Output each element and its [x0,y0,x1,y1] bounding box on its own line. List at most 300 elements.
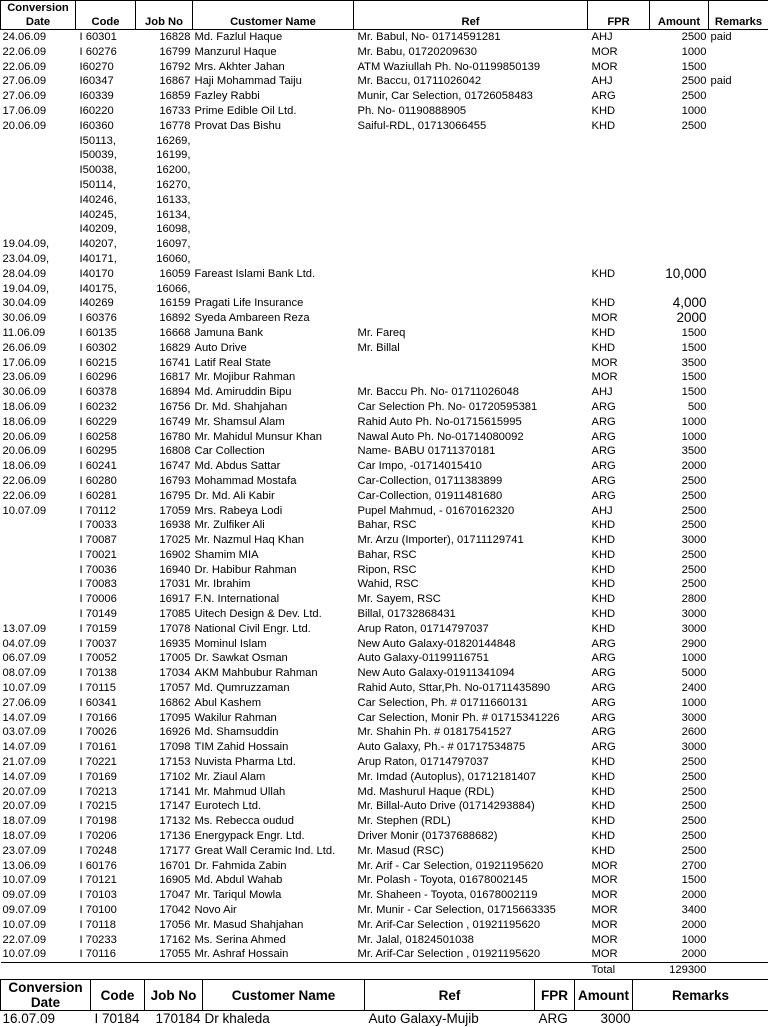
cell-customer-name: Dr. Fahmida Zabin [193,859,354,874]
cell-job-no: 16741 [136,356,193,371]
cell-fpr: ARG [588,711,650,726]
cell-ref [354,208,588,223]
cell-ref: Car Selection, Monir Ph. # 01715341226 [354,711,588,726]
cell-job-no: 17031 [136,577,193,592]
cell-date [1,193,76,208]
cell-amount: 1500 [650,341,709,356]
cell-ref: Auto Galaxy, Ph.- # 01717534875 [354,740,588,755]
cell-remarks [709,740,768,755]
table-row [1,933,768,948]
cell-job-no: 17102 [136,770,193,785]
cell-code: I 70198 [76,814,136,829]
cell-remarks [709,326,768,341]
cell-date [1,222,76,237]
cell-fpr: ARG [588,725,650,740]
table-row [1,45,768,60]
cell-amount [650,163,709,178]
table-row [1,178,768,193]
cell-job-no: 16892 [136,311,193,326]
cell-fpr: AHJ [588,385,650,400]
cell-ref: Billal, 01732868431 [354,607,588,622]
cell-date: 22.06.09 [1,489,76,504]
cell-amount [650,208,709,223]
cell-remarks [709,400,768,415]
header2-customer-name: Customer Name [203,980,365,1011]
cell-fpr: MOR [588,60,650,75]
cell-ref: Mr. Munir - Car Selection, 01715663335 [354,903,588,918]
cell-code: I50113, [76,134,136,149]
cell-customer-name: Abul Kashem [193,696,354,711]
cell-code: I 70233 [76,933,136,948]
cell-fpr: KHD [588,533,650,548]
cell-code: I60220 [76,104,136,119]
cell-code: I60339 [76,89,136,104]
cell-ref: Mr. Arif - Car Selection, 01921195620 [354,859,588,874]
cell-customer-name: Mr. Tariqul Mowla [193,888,354,903]
cell-job-no: 16059 [136,267,193,282]
cell-remarks [709,415,768,430]
cell-job-no: 17147 [136,799,193,814]
cell-customer-name: Fareast Islami Bank Ltd. [193,267,354,282]
cell-remarks [709,681,768,696]
cell-code: I 70213 [76,785,136,800]
table-row [1,341,768,356]
cell-code: I 70138 [76,666,136,681]
cell-customer-name [193,282,354,297]
cell-customer-name: Mr. Masud Shahjahan [193,918,354,933]
cell-remarks [709,282,768,297]
cell-fpr: ARG [588,681,650,696]
cell-code: I 70159 [76,622,136,637]
cell-remarks [709,814,768,829]
table-row [1,444,768,459]
cell-fpr: ARG [588,474,650,489]
cell-customer-name [193,134,354,149]
table-row [1,252,768,267]
cell-customer-name: Mohammad Mostafa [193,474,354,489]
cell-date: 13.06.09 [1,859,76,874]
cell-job-no: 17055 [136,947,193,962]
table-row [1,237,768,252]
cell-job-no: 17132 [136,814,193,829]
cell-fpr: KHD [588,267,650,282]
cell-remarks [709,799,768,814]
cell-fpr: KHD [588,548,650,563]
cell-fpr [588,252,650,267]
cell-customer-name: Car Collection [193,444,354,459]
cell-remarks [709,89,768,104]
cell-ref: Mr. Shaheen - Toyota, 01678002119 [354,888,588,903]
table-row [1,563,768,578]
cell-ref [354,237,588,252]
cell-ref: Arup Raton, 01714797037 [354,755,588,770]
table-row [1,148,768,163]
cell-amount: 3500 [650,444,709,459]
cell-fpr: ARG [588,696,650,711]
cell-ref: Mr. Fareq [354,326,588,341]
cell-date: 08.07.09 [1,666,76,681]
table-row [1,548,768,563]
cell-job-no: 16066, [136,282,193,297]
cell-date: 17.06.09 [1,356,76,371]
cell-job-no: 16778 [136,119,193,134]
cell-customer-name: Eurotech Ltd. [193,799,354,814]
cell-remarks [709,237,768,252]
cell-code: I 70149 [76,607,136,622]
cell-fpr: KHD [588,341,650,356]
cell-job-no: 16940 [136,563,193,578]
cell-code: I 70184 [91,1011,145,1027]
cell-date: 03.07.09 [1,725,76,740]
table-row [1,504,768,519]
cell-code: I 60376 [76,311,136,326]
cell-job-no: 17141 [136,785,193,800]
cell-remarks [709,252,768,267]
cell-customer-name: Mr. Ibrahim [193,577,354,592]
header-code: Code [76,1,136,30]
table-row [1,370,768,385]
cell-job-no: 16133, [136,193,193,208]
cell-ref [354,356,588,371]
cell-fpr: ARG [588,444,650,459]
cell-fpr: KHD [588,607,650,622]
cell-ref: Bahar, RSC [354,518,588,533]
cell-date [1,148,76,163]
cell-ref: Mr. Arzu (Importer), 01711129741 [354,533,588,548]
cell-code: I 70052 [76,651,136,666]
cell-amount: 5000 [650,666,709,681]
cell-code: I 70118 [76,918,136,933]
cell-customer-name [193,222,354,237]
cell-date: 10.07.09 [1,918,76,933]
cell-amount: 2500 [650,548,709,563]
total-label: Total [588,963,650,978]
cell-remarks [709,444,768,459]
cell-customer-name: Wakilur Rahman [193,711,354,726]
cell-fpr: MOR [588,859,650,874]
cell-date [1,178,76,193]
cell-amount: 1000 [650,430,709,445]
cell-job-no: 17177 [136,844,193,859]
table-row [1,799,768,814]
table-row [1,474,768,489]
cell-date: 18.07.09 [1,829,76,844]
header-row-2 [1,980,768,1011]
cell-fpr: AHJ [588,504,650,519]
cell-fpr: KHD [588,785,650,800]
cell-code: I50038, [76,163,136,178]
cell-ref: Car-Collection, 01711383899 [354,474,588,489]
cell-remarks [709,933,768,948]
header2-amount: Amount [575,980,633,1011]
cell-fpr: MOR [588,45,650,60]
cell-fpr: MOR [588,947,650,962]
cell-code: I40246, [76,193,136,208]
cell-fpr: MOR [588,903,650,918]
cell-amount: 1500 [650,326,709,341]
cell-date: 17.06.09 [1,104,76,119]
cell-code: I 60281 [76,489,136,504]
cell-amount: 3000 [575,1011,633,1027]
table-row [1,637,768,652]
cell-fpr: ARG [588,89,650,104]
cell-amount: 2500 [650,785,709,800]
cell-amount: 2900 [650,637,709,652]
cell-amount [650,252,709,267]
cell-ref: Car-Collection, 01911481680 [354,489,588,504]
records-body-2 [1,1011,768,1027]
cell-ref: Mr. Arif-Car Selection , 01921195620 [354,947,588,962]
cell-code: I 70121 [76,873,136,888]
cell-remarks [709,134,768,149]
cell-ref: Mr. Arif-Car Selection , 01921195620 [354,918,588,933]
cell-date [1,518,76,533]
cell-date: 09.07.09 [1,888,76,903]
cell-date: 22.06.09 [1,45,76,60]
cell-ref: Car Impo, -01714015410 [354,459,588,474]
cell-job-no: 16817 [136,370,193,385]
table-row [1,134,768,149]
header-remarks: Remarks [709,1,768,30]
table-row [1,282,768,297]
cell-job-no: 16097, [136,237,193,252]
cell-customer-name: Syeda Ambareen Reza [193,311,354,326]
table-row [1,489,768,504]
cell-customer-name: Md. Fazlul Haque [193,30,354,45]
cell-code: I 70036 [76,563,136,578]
cell-job-no: 17153 [136,755,193,770]
cell-customer-name: F.N. International [193,592,354,607]
table-row [1,785,768,800]
cell-ref: Car Selection Ph. No- 01720595381 [354,400,588,415]
table-row [1,755,768,770]
cell-fpr: KHD [588,326,650,341]
cell-code: I 60301 [76,30,136,45]
records-table-2 [0,979,768,1027]
cell-amount: 1000 [650,415,709,430]
table-row [1,770,768,785]
cell-remarks [709,607,768,622]
cell-fpr: ARG [588,489,650,504]
cell-amount: 1000 [650,651,709,666]
cell-remarks [709,859,768,874]
cell-remarks [709,518,768,533]
cell-code: I 60241 [76,459,136,474]
table-row [1,430,768,445]
cell-date: 20.06.09 [1,430,76,445]
header2-job-no: Job No [145,980,203,1011]
cell-date: 18.06.09 [1,459,76,474]
cell-remarks [709,356,768,371]
cell-remarks: paid [709,74,768,89]
cell-date: 04.07.09 [1,637,76,652]
cell-customer-name: Dr khaleda [203,1011,365,1027]
cell-amount: 2000 [650,311,709,326]
cell-date [1,592,76,607]
cell-amount: 2500 [650,799,709,814]
cell-customer-name: Mr. Ashraf Hossain [193,947,354,962]
cell-ref: Nawal Auto Ph. No-01714080092 [354,430,588,445]
cell-ref [354,148,588,163]
cell-code: I50039, [76,148,136,163]
cell-customer-name [193,193,354,208]
cell-fpr: KHD [588,119,650,134]
table-row [1,326,768,341]
cell-fpr: ARG [588,415,650,430]
cell-job-no: 16938 [136,518,193,533]
cell-job-no: 16917 [136,592,193,607]
cell-ref [354,178,588,193]
cell-customer-name: Md. Qumruzzaman [193,681,354,696]
cell-date: 20.07.09 [1,785,76,800]
header-amount: Amount [650,1,709,30]
cell-job-no: 16799 [136,45,193,60]
header2-remarks: Remarks [633,980,768,1011]
cell-customer-name [193,208,354,223]
header-ref: Ref [354,1,588,30]
cell-job-no: 16269, [136,134,193,149]
cell-remarks [709,918,768,933]
table-row [1,888,768,903]
table-row [1,356,768,371]
cell-job-no: 170184 [145,1011,203,1027]
cell-remarks [709,430,768,445]
cell-date [1,563,76,578]
cell-fpr: MOR [588,918,650,933]
cell-code: I 70006 [76,592,136,607]
cell-customer-name: Mr. Mahmud Ullah [193,785,354,800]
cell-customer-name: Mr. Mahidul Munsur Khan [193,430,354,445]
cell-date [1,533,76,548]
cell-date: 24.06.09 [1,30,76,45]
cell-job-no: 16902 [136,548,193,563]
table-row [1,859,768,874]
cell-fpr [588,282,650,297]
header-customer-name: Customer Name [193,1,354,30]
cell-amount: 500 [650,400,709,415]
table-row [1,222,768,237]
cell-fpr: KHD [588,563,650,578]
cell-amount: 2400 [650,681,709,696]
cell-amount: 4,000 [650,296,709,311]
cell-fpr [588,222,650,237]
cell-customer-name: Dr. Md. Shahjahan [193,400,354,415]
cell-amount: 1500 [650,370,709,385]
cell-code: I40269 [76,296,136,311]
header-conversion-date: Conversion Date [1,1,76,30]
cell-customer-name: Mrs. Akhter Jahan [193,60,354,75]
cell-job-no: 17034 [136,666,193,681]
cell-customer-name: AKM Mahbubur Rahman [193,666,354,681]
cell-ref: Mr. Sayem, RSC [354,592,588,607]
cell-customer-name: Haji Mohammad Taiju [193,74,354,89]
cell-customer-name: Fazley Rabbi [193,89,354,104]
cell-customer-name: Pragati Life Insurance [193,296,354,311]
cell-code: I 60302 [76,341,136,356]
cell-date: 14.07.09 [1,740,76,755]
table-row [1,607,768,622]
cell-remarks [709,548,768,563]
cell-customer-name [193,237,354,252]
cell-job-no: 16200, [136,163,193,178]
cell-ref: Mr. Babu, 01720209630 [354,45,588,60]
cell-ref: Name- BABU 01711370181 [354,444,588,459]
cell-fpr [588,193,650,208]
cell-customer-name: Ms. Serina Ahmed [193,933,354,948]
cell-code: I50114, [76,178,136,193]
table-row [1,385,768,400]
table-row [1,518,768,533]
cell-date: 18.06.09 [1,415,76,430]
cell-fpr: ARG [588,651,650,666]
cell-customer-name: Dr. Md. Ali Kabir [193,489,354,504]
cell-ref: Bahar, RSC [354,548,588,563]
cell-code: I 60341 [76,696,136,711]
cell-remarks [709,873,768,888]
cell-fpr [588,134,650,149]
cell-job-no: 17025 [136,533,193,548]
cell-amount: 2000 [650,947,709,962]
cell-remarks [709,755,768,770]
cell-job-no: 16792 [136,60,193,75]
cell-fpr: MOR [588,311,650,326]
cell-customer-name: Provat Das Bishu [193,119,354,134]
cell-customer-name: Mominul Islam [193,637,354,652]
cell-ref: Auto Galaxy-01199116751 [354,651,588,666]
header2-fpr: FPR [535,980,575,1011]
cell-remarks [709,178,768,193]
cell-code: I 60296 [76,370,136,385]
table-row [1,666,768,681]
cell-remarks [709,696,768,711]
cell-fpr: AHJ [588,74,650,89]
cell-date [1,208,76,223]
cell-ref: Arup Raton, 01714797037 [354,622,588,637]
cell-customer-name: Mr. Ziaul Alam [193,770,354,785]
table-row [1,267,768,282]
cell-job-no: 17078 [136,622,193,637]
cell-job-no: 16199, [136,148,193,163]
header2-ref: Ref [365,980,535,1011]
cell-code: I 70026 [76,725,136,740]
records-body [1,30,768,963]
cell-remarks [709,888,768,903]
cell-remarks [709,770,768,785]
cell-fpr [588,178,650,193]
cell-ref: Mr. Masud (RSC) [354,844,588,859]
total-amount: 129300 [650,963,709,978]
cell-amount: 2500 [650,30,709,45]
cell-amount: 2500 [650,504,709,519]
cell-customer-name: Prime Edible Oil Ltd. [193,104,354,119]
table-row [1,696,768,711]
cell-code: I 70166 [76,711,136,726]
table-row [1,193,768,208]
cell-remarks [709,533,768,548]
cell-job-no: 17057 [136,681,193,696]
cell-code: I 70161 [76,740,136,755]
cell-code: I40175, [76,282,136,297]
cell-amount: 3400 [650,903,709,918]
cell-amount: 2000 [650,459,709,474]
cell-fpr: KHD [588,799,650,814]
cell-amount: 10,000 [650,267,709,282]
cell-code: I 60276 [76,45,136,60]
table-row [1,814,768,829]
cell-job-no: 16701 [136,859,193,874]
cell-remarks [633,1011,768,1027]
cell-amount: 2700 [650,859,709,874]
